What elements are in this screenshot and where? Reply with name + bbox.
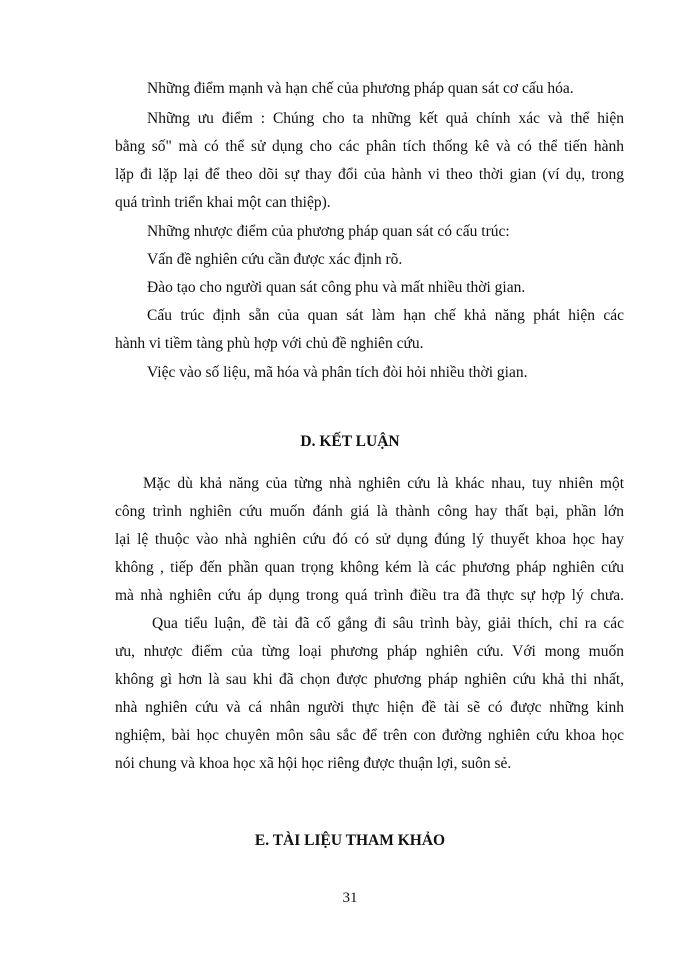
disadvantage-item-1: Vấn đề nghiên cứu cần được xác định rõ.	[147, 251, 403, 268]
advantages-line-4: quá trình triển khai một can thiệp).	[115, 194, 331, 211]
conclusion-p2-line-6: nói chung và khoa học xã hội học riêng được thuận lợi, suôn sẻ.	[115, 755, 512, 772]
conclusion-p1-line-3: lại lệ thuộc vào nhà nghiên cứu đó có sử dụng đúng lý thuyết khoa học hay	[115, 531, 624, 548]
conclusion-p2-line-4: nhà nghiên cứu và cá nhân người thực hiện đề tài sẽ có được những kinh	[115, 699, 624, 716]
advantages-line-3: lặp đi lặp lại để theo dõi sự thay đổi của hành vi theo thời gian (ví dụ, trong	[115, 166, 624, 183]
advantages-line-2: bằng số" mà có thể sử dụng cho các phân tích thống kê và có thể tiến hành	[115, 138, 624, 155]
disadvantage-item-3-line-2: hành vi tiềm tàng phù hợp với chủ đề nghiên cứu.	[115, 335, 424, 352]
conclusion-p2-line-5: nghiệm, bài học chuyên môn sâu sắc để trên con đường nghiên cứu khoa học	[115, 727, 624, 744]
disadvantage-item-2: Đào tạo cho người quan sát công phu và mất nhiều thời gian.	[147, 279, 526, 296]
conclusion-p2-line-3: không gì hơn là sau khi đã chọn được phương pháp nghiên cứu khả thi nhất,	[115, 671, 624, 688]
page-number: 31	[342, 890, 358, 906]
conclusion-p1-line-2: công trình nghiên cứu muốn đánh giá là thành công hay thất bại, phần lớn	[115, 503, 624, 520]
conclusion-p2-line-1: Qua tiểu luận, đề tài đã cố gắng đi sâu trình bày, giải thích, chỉ ra các	[152, 615, 624, 632]
conclusion-p1-line-1: Mặc dù khả năng của từng nhà nghiên cứu là khác nhau, tuy nhiên một	[143, 475, 624, 492]
advantages-line-1: Những ưu điểm : Chúng cho ta những kết quả chính xác và thể hiện	[147, 110, 624, 127]
conclusion-p1-line-4: không , tiếp đến phần quan trọng không kém là các phương pháp nghiên cứu	[115, 559, 624, 576]
paragraph-strengths-limits: Những điểm mạnh và hạn chế của phương pháp quan sát cơ cấu hóa.	[147, 80, 574, 97]
disadvantage-item-4: Việc vào số liệu, mã hóa và phân tích đòi hỏi nhiều thời gian.	[147, 364, 528, 381]
conclusion-p1-line-5: mà nhà nghiên cứu áp dụng trong quá trình điều tra đã thực sự hợp lý chưa.	[115, 587, 624, 604]
section-e-heading: E. TÀI LIỆU THAM KHẢO	[254, 832, 446, 849]
disadvantages-intro: Những nhược điểm của phương pháp quan sát có cấu trúc:	[147, 223, 510, 240]
section-d-heading: D. KẾT LUẬN	[300, 433, 400, 450]
conclusion-p2-line-2: ưu, nhược điểm của từng loại phương pháp nghiên cứu. Với mong muốn	[115, 643, 624, 660]
disadvantage-item-3-line-1: Cấu trúc định sẵn của quan sát làm hạn chế khả năng phát hiện các	[147, 307, 624, 324]
